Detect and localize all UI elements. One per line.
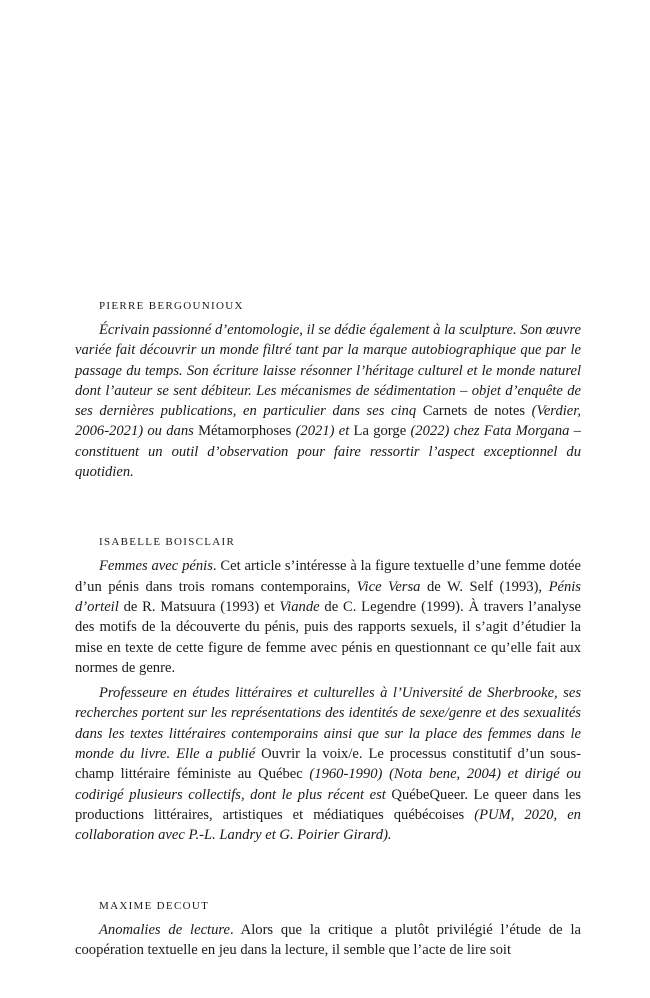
author-name: ISABELLE BOISCLAIR	[99, 536, 236, 549]
italic-run: Vice Versa	[356, 578, 421, 595]
italic-run: (Verdier, 2006-2021) ou dans	[75, 403, 581, 440]
italic-run: Anomalies de lecture	[99, 921, 231, 938]
roman-run: de C. Legendre (1999). À travers l’analyse des motifs de la découverte du pénis, puis des rapports sexuels, il s’agit d’étudier la mise en texte de cette figure de femme avec pénis en questionnant ce qu’elle fait aux normes de genre.	[75, 598, 581, 676]
italic-run: Écrivain passionné d’entomologie, il se dédie également à la sculpture. Son œuvre variée fait découvrir un monde filtré tant par la marque autobiographique que par le passage du temps. Son écriture laisse résonner l’héritage culturel et le monde naturel dont l’auteur se sent débiteur. Les mécanismes de sédimentation – objet d’enquête de ses dernières publications, en particulier dans ses cinq	[75, 322, 581, 420]
author-entry	[75, 536, 581, 845]
italic-run: Professeure en études littéraires et culturelles à l’Université de Sherbrooke, ses recherches portent sur les représentations des identités de sexe/genre et des sexualités dans les textes littéraires contemporains ainsi que sur la place des femmes dans le monde du livre. Elle a publié	[75, 685, 581, 763]
roman-run: . Cet article s’intéresse à la figure textuelle d’une femme dotée d’un pénis dans trois romans contemporains,	[75, 558, 581, 595]
italic-run: Femmes avec pénis	[99, 558, 213, 575]
roman-run: La gorge	[353, 423, 407, 440]
italic-run: Viande	[279, 598, 320, 615]
roman-run: de W. Self (1993),	[420, 578, 549, 595]
italic-run: Pénis d’orteil	[75, 578, 581, 615]
italic-run: (2022) chez Fata Morgana – constituent un outil d’observation pour faire ressortir l’aspect exceptionnel du quotidien.	[75, 423, 581, 481]
body-paragraph	[75, 920, 581, 961]
author-name: PIERRE BERGOUNIOUX	[99, 300, 244, 312]
italic-run: (1960-1990) (Nota bene, 2004) et dirigé ou codirigé plusieurs collectifs, dont le plus récent est	[75, 766, 581, 803]
roman-run: de R. Matsuura (1993) et	[118, 598, 280, 615]
roman-run: Métamorphoses	[198, 423, 292, 440]
roman-run: . Alors que la critique a plutôt privilégié l’étude de la coopération textuelle en jeu dans la lecture, il semble que l’acte de lire soit	[75, 921, 581, 958]
roman-run: Ouvrir la voix/e. Le processus constitutif d’un sous-champ littéraire féministe au Québec	[75, 746, 581, 783]
body-paragraph	[75, 683, 581, 845]
body-paragraph	[75, 556, 581, 678]
italic-run: (PUM, 2020, en collaboration avec P.-L. Landry et G. Poirier Girard).	[75, 806, 581, 844]
italic-run: (2021) et	[291, 423, 354, 440]
page-body	[75, 300, 581, 960]
author-entry	[75, 300, 581, 482]
roman-run: QuébeQueer. Le queer dans les productions littéraires, artistiques et médiatiques québécoises	[75, 786, 581, 823]
author-name: MAXIME DECOUT	[99, 899, 210, 912]
author-entry	[75, 900, 581, 961]
body-paragraph	[75, 320, 581, 482]
roman-run: Carnets de notes	[422, 403, 526, 420]
